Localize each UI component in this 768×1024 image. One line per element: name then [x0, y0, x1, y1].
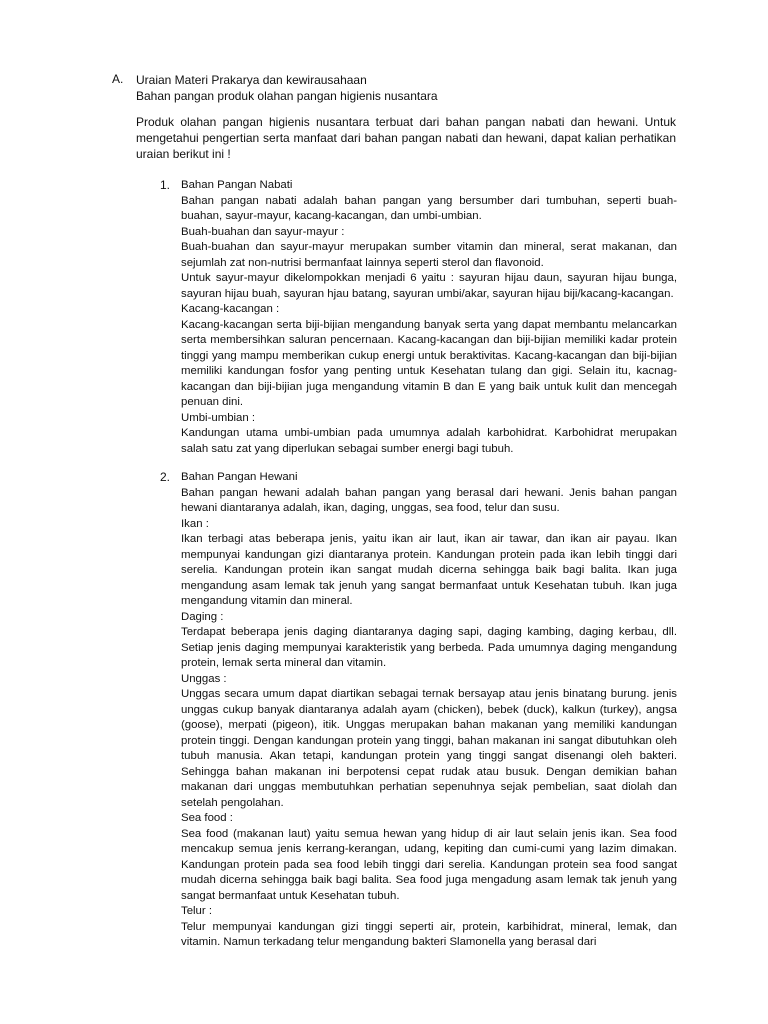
paragraph-telur: Telur mempunyai kandungan gizi tinggi seperti air, protein, karbihidrat, mineral, lemak, dan vitamin. Namun terkadang telur mengandung bakteri Slamonella yang berasal dari [181, 920, 677, 948]
item-title: Bahan Pangan Hewani [181, 471, 298, 483]
paragraph-kacang: Kacang-kacangan serta biji-bijian mengandung banyak serta yang dapat membantu melancarkan serta membersihkan saluran pencernaan. Kacang-kacangan dan biji-bijian memiliki kadar protein tinggi yang mampu memberikan cukup energi untuk beraktivitas. Kacang-kacangan dan biji-bijian memiliki kandungan fosfor yang penting untuk Kesehatan tulang dan gigi. Selain itu, kacnag-kacangan dan biji-bijian juga mengandung vitamin B dan E yang baik untuk kulit dan mencegah penuan dini. [181, 318, 677, 408]
section-letter: A. [112, 72, 124, 86]
item-definition: Bahan pangan hewani adalah bahan pangan yang berasal dari hewani. Jenis bahan pangan hewani diantaranya adalah, ikan, daging, unggas, sea food, telur dan susu. [181, 486, 677, 514]
subheading-kacang: Kacang-kacangan : [181, 303, 280, 315]
section-heading [136, 72, 438, 104]
paragraph-daging: Terdapat beberapa jenis daging diantaranya daging sapi, daging kambing, daging kerbau, dll. Setiap jenis daging mempunyai karakteristik yang berbeda. Pada umumnya daging mengandung protein, lemak serta mineral dan vitamin. [181, 626, 677, 669]
paragraph-buah-1: Buah-buahan dan sayur-mayur merupakan sumber vitamin dan mineral, serat makanan, dan sejumlah zat non-nutrisi bermanfaat lainnya seperti sterol dan flavonoid. [181, 241, 677, 269]
intro-paragraph: Produk olahan pangan higienis nusantara terbuat dari bahan pangan nabati dan hewani. Untuk mengetahui pengertian serta manfaat dari bahan pangan nabati dan hewani, dapat kalian perhatikan uraian berikut ini ! [136, 115, 676, 161]
paragraph-umbi: Kandungan utama umbi-umbian pada umumnya adalah karbohidrat. Karbohidrat merupakan salah satu zat yang diperlukan sebagai sumber energi bagi tubuh. [181, 427, 677, 455]
subheading-unggas: Unggas : [181, 672, 227, 685]
subheading-ikan: Ikan : [181, 517, 209, 530]
subheading-umbi: Umbi-umbian : [181, 411, 256, 424]
paragraph-seafood: Sea food (makanan laut) yaitu semua hewan yang hidup di air laut selain jenis ikan. Sea food mencakup semua jenis kerrang-kerangan, udang, kepiting dan cumi-cumi yang lazim dimakan. Kandungan protein pada sea food lebih tinggi dari serelia. Kandungan protein sea food sangat mudah dicerna sehingga baik bagi balita. Sea food juga mengadung asam lemak tak jenuh yang sangat bermanfaat untuk Kesehatan tubuh. [181, 827, 677, 902]
subheading-daging: Daging : [181, 610, 224, 623]
subheading-seafood: Sea food : [181, 812, 233, 824]
item-number-nabati: 1. [160, 178, 171, 192]
paragraph-ikan: Ikan terbagi atas beberapa jenis, yaitu ikan air laut, ikan air tawar, dan ikan air payau. Ikan mempunyai kandungan gizi diantaranya protein. Kandungan protein pada ikan lebih tinggi dari serelia. Kandungan protein ikan sangat mudah dicerna sehingga baik bagi balita. Ikan juga mengandung asam lemak tak jenuh yang sangat bermanfaat untuk Kesehatan tubuh. Ikan juga mengandung vitamin dan mineral. [181, 533, 677, 607]
item-number-hewani: 2. [160, 470, 171, 484]
paragraph-unggas: Unggas secara umum dapat diartikan sebagai ternak bersayap atau jenis binatang burung. jenis unggas cukup banyak diantaranya adalah ayam (chicken), bebek (duck), kalkun (turkey), angsa (goose), merpati (pigeon), itik. Unggas merupakan bahan makanan yang memiliki kandungan protein tinggi. Dengan kandungan protein yang tinggi, bahan makanan ini sangat dibutuhkan oleh tubuh manusia. Akan tetapi, kandungan protein yang tinggi sangat disenangi oleh bakteri. Sehingga bahan makanan ini berpotensi cepat rudak atau busuk. Dengan demikian bahan makanan dari unggas membutuhkan perhatian sepenuhnya sejak pembelian, saat diolah dan setelah pengolahan. [181, 688, 677, 809]
item-definition: Bahan pangan nabati adalah bahan pangan yang bersumber dari tumbuhan, seperti buah-buahan, sayur-mayur, kacang-kacangan, dan umbi-umbian. [181, 194, 677, 222]
subheading-telur: Telur : [181, 905, 213, 917]
list-item-nabati [181, 178, 677, 457]
section-title: Uraian Materi Prakarya dan kewirausahaan [136, 73, 367, 87]
item-title: Bahan Pangan Nabati [181, 179, 293, 191]
section-subtitle: Bahan pangan produk olahan pangan higienis nusantara [136, 89, 438, 103]
list-item-hewani [181, 470, 677, 951]
paragraph-buah-2: Untuk sayur-mayur dikelompokkan menjadi 6 yaitu : sayuran hijau daun, sayuran hijau bunga, sayuran hijau buah, sayuran hjau batang, sayuran umbi/akar, sayuran hijau biji/kacang-kacangan. [181, 272, 677, 300]
subheading-buah: Buah-buahan dan sayur-mayur : [181, 225, 345, 238]
